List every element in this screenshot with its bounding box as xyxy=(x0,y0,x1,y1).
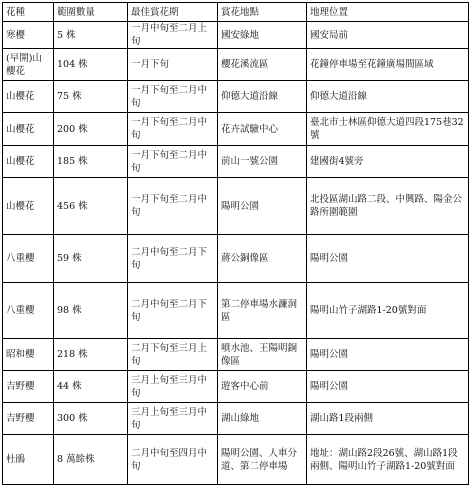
cell-flower-type: 八重櫻 xyxy=(3,235,54,283)
cell-viewing-spot: 花卉試驗中心 xyxy=(218,113,307,146)
cell-best-period: 二月中旬至四月中旬 xyxy=(128,435,218,485)
cell-flower-type: 寒櫻 xyxy=(3,22,54,49)
cell-flower-type: 山櫻花 xyxy=(3,113,54,146)
cell-quantity: 300 株 xyxy=(54,403,128,435)
cell-location: 建國街4號旁 xyxy=(307,146,469,178)
header-quantity: 範圍數量 xyxy=(54,3,128,22)
cell-best-period: 三月上旬至三月中旬 xyxy=(128,371,218,403)
cell-location: 湖山路1段兩側 xyxy=(307,403,469,435)
cell-location: 陽明山竹子湖路1-20號對面 xyxy=(307,283,469,339)
table-row xyxy=(3,403,469,435)
cell-quantity: 8 萬餘株 xyxy=(54,435,128,485)
cell-flower-type: 杜鵑 xyxy=(3,435,54,485)
cell-viewing-spot: 第二停車場水濂洞區 xyxy=(218,283,307,339)
cell-flower-type: 山櫻花 xyxy=(3,178,54,235)
cell-location: 北投區湖山路二段、中興路、陽金公路所圍範圍 xyxy=(307,178,469,235)
cell-quantity: 75 株 xyxy=(54,81,128,113)
cell-flower-type: 山櫻花 xyxy=(3,81,54,113)
cell-location: 陽明公園 xyxy=(307,339,469,371)
table-row xyxy=(3,22,469,49)
cell-location: 陽明公園 xyxy=(307,235,469,283)
table-row xyxy=(3,283,469,339)
cell-flower-type: 吉野櫻 xyxy=(3,371,54,403)
cell-viewing-spot: 蔣公銅像區 xyxy=(218,235,307,283)
cell-viewing-spot: 前山一號公園 xyxy=(218,146,307,178)
cell-flower-type: 昭和櫻 xyxy=(3,339,54,371)
cell-quantity: 59 株 xyxy=(54,235,128,283)
header-viewing-spot: 賞花地點 xyxy=(218,3,307,22)
cell-quantity: 104 株 xyxy=(54,49,128,81)
table-row xyxy=(3,339,469,371)
cell-quantity: 98 株 xyxy=(54,283,128,339)
cell-best-period: 二月中旬至二月下旬 xyxy=(128,235,218,283)
header-location: 地理位置 xyxy=(307,3,469,22)
table-row xyxy=(3,178,469,235)
cell-viewing-spot: 陽明公園 xyxy=(218,178,307,235)
header-best-period: 最佳賞花期 xyxy=(128,3,218,22)
cell-location: 地址：湖山路2段26號、湖山路1段兩側、陽明山竹子湖路1-20號對面 xyxy=(307,435,469,485)
cell-best-period: 三月上旬至三月中旬 xyxy=(128,403,218,435)
header-flower-type: 花種 xyxy=(3,3,54,22)
cell-best-period: 一月下旬 xyxy=(128,49,218,81)
cell-viewing-spot: 櫻花溪流區 xyxy=(218,49,307,81)
cell-viewing-spot: 遊客中心前 xyxy=(218,371,307,403)
cell-viewing-spot: 陽明公園、人車分道、第二停車場 xyxy=(218,435,307,485)
cell-location: 仰德大道沿線 xyxy=(307,81,469,113)
cell-quantity: 44 株 xyxy=(54,371,128,403)
table-row xyxy=(3,113,469,146)
header-row xyxy=(3,3,469,22)
table-row xyxy=(3,371,469,403)
cell-flower-type: 吉野櫻 xyxy=(3,403,54,435)
cell-flower-type: 八重櫻 xyxy=(3,283,54,339)
cell-best-period: 一月下旬至二月中旬 xyxy=(128,146,218,178)
cell-location: 花鐘停車場至花鐘廣場間區域 xyxy=(307,49,469,81)
table-row xyxy=(3,81,469,113)
cell-flower-type: (早開)山櫻花 xyxy=(3,49,54,81)
cell-quantity: 218 株 xyxy=(54,339,128,371)
cell-viewing-spot: 湖山綠地 xyxy=(218,403,307,435)
cell-viewing-spot: 國安綠地 xyxy=(218,22,307,49)
cell-best-period: 一月中旬至二月上旬 xyxy=(128,22,218,49)
table-row xyxy=(3,435,469,485)
cell-quantity: 200 株 xyxy=(54,113,128,146)
table-row xyxy=(3,235,469,283)
cell-location: 臺北市士林區仰德大道四段175巷32號 xyxy=(307,113,469,146)
cell-best-period: 一月下旬至二月中旬 xyxy=(128,81,218,113)
flower-viewing-table xyxy=(2,2,469,485)
cell-viewing-spot: 仰德大道沿線 xyxy=(218,81,307,113)
cell-quantity: 5 株 xyxy=(54,22,128,49)
cell-viewing-spot: 噴水池、王陽明銅像區 xyxy=(218,339,307,371)
cell-quantity: 456 株 xyxy=(54,178,128,235)
cell-quantity: 185 株 xyxy=(54,146,128,178)
cell-best-period: 一月下旬至二月中旬 xyxy=(128,113,218,146)
cell-location: 國安局前 xyxy=(307,22,469,49)
table-row xyxy=(3,49,469,81)
cell-best-period: 二月下旬至三月上旬 xyxy=(128,339,218,371)
table-row xyxy=(3,146,469,178)
cell-location: 陽明公園 xyxy=(307,371,469,403)
cell-flower-type: 山櫻花 xyxy=(3,146,54,178)
cell-best-period: 二月中旬至二月下旬 xyxy=(128,283,218,339)
cell-best-period: 一月下旬至二月中旬 xyxy=(128,178,218,235)
